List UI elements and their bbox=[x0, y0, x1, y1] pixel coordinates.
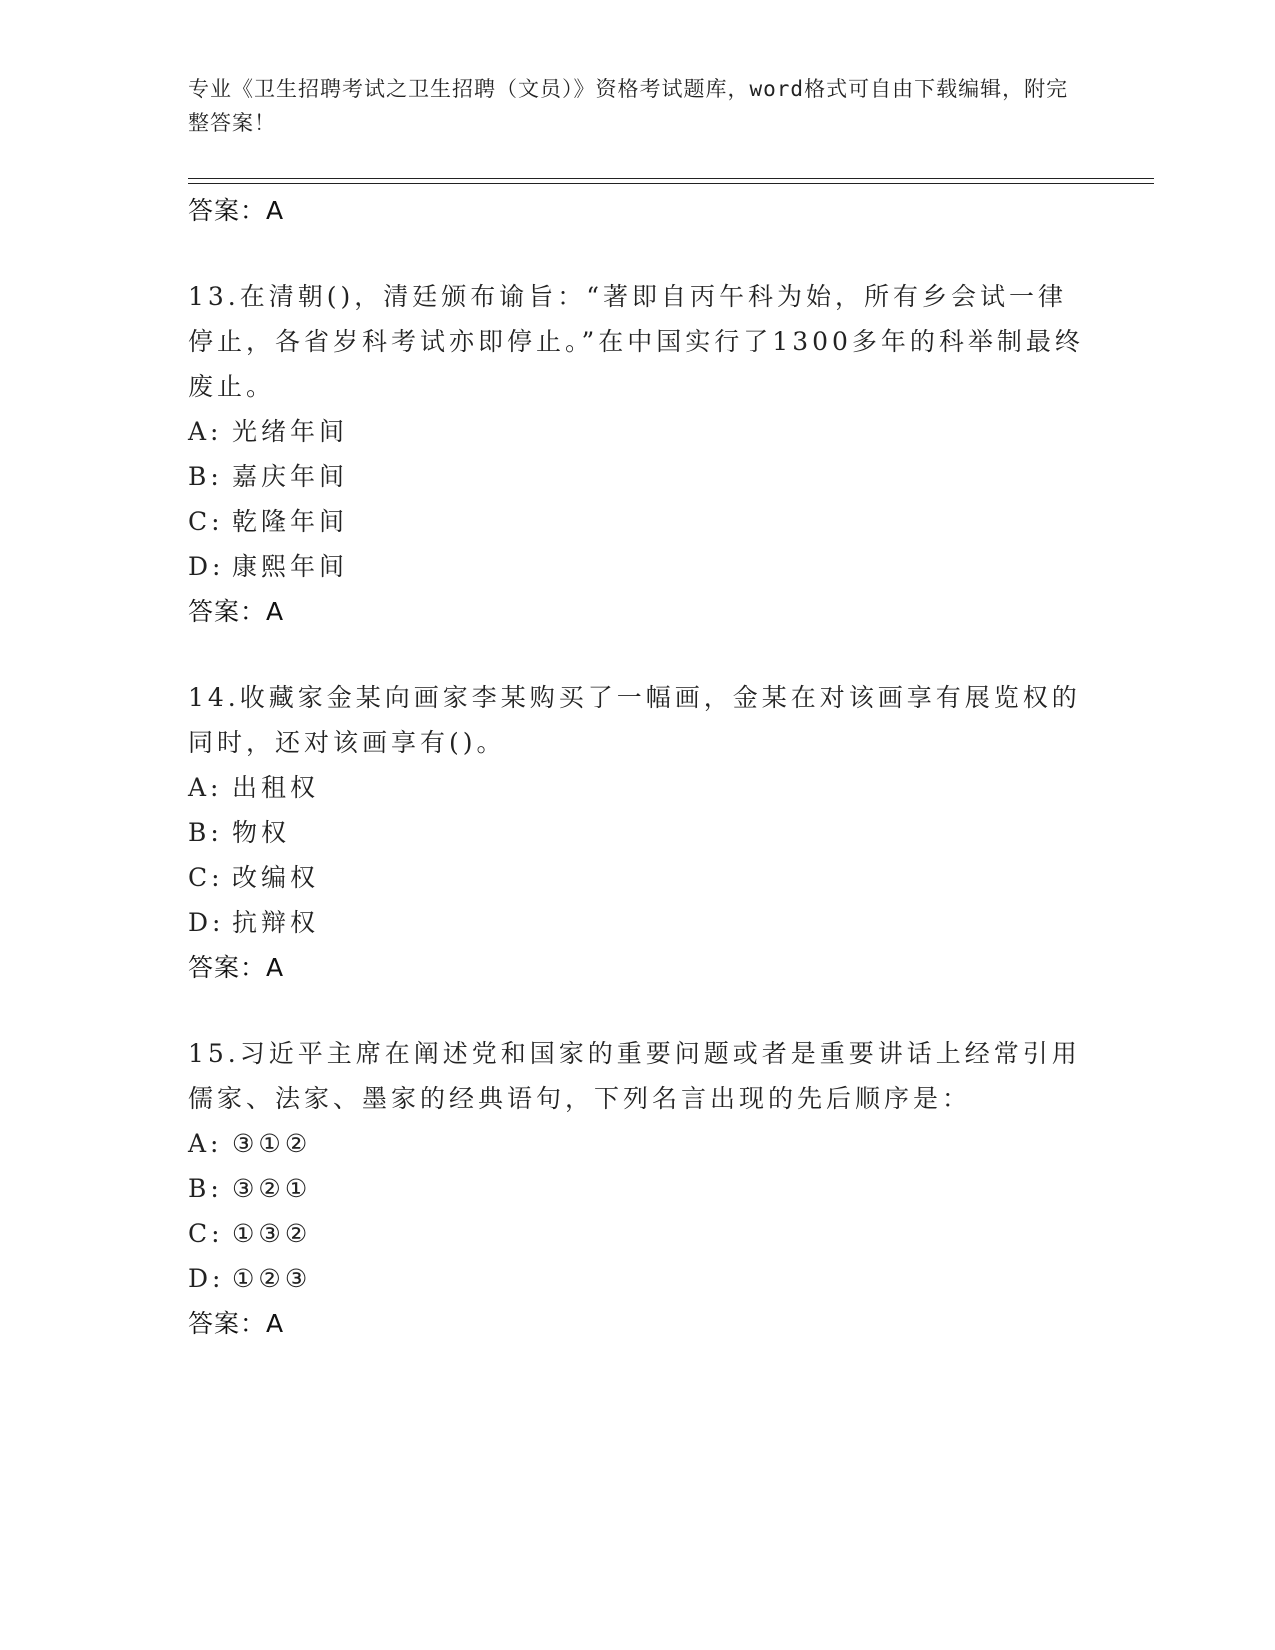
question-answer: 答案：A bbox=[188, 597, 285, 626]
option-text: ③②① bbox=[232, 1174, 312, 1203]
document-header: 专业《卫生招聘考试之卫生招聘（文员）》资格考试题库，word格式可自由下载编辑，附完整答案！ bbox=[188, 77, 1069, 135]
option-c bbox=[188, 855, 1088, 900]
option-text: 乾隆年间 bbox=[232, 507, 349, 536]
option-a bbox=[188, 1121, 1088, 1166]
option-key: B: bbox=[188, 462, 223, 491]
option-b bbox=[188, 810, 1088, 855]
option-key: C: bbox=[188, 1219, 224, 1248]
option-c bbox=[188, 499, 1088, 544]
option-d bbox=[188, 900, 1088, 945]
option-b bbox=[188, 454, 1088, 499]
option-text: 光绪年间 bbox=[232, 417, 349, 446]
option-key: B: bbox=[188, 1174, 223, 1203]
option-d bbox=[188, 1256, 1088, 1301]
option-text: ①②③ bbox=[232, 1264, 312, 1293]
option-key: D: bbox=[188, 552, 225, 581]
option-key: A: bbox=[188, 773, 223, 802]
option-key: D: bbox=[188, 908, 225, 937]
option-key: C: bbox=[188, 863, 224, 892]
question-13 bbox=[188, 274, 1088, 635]
option-key: B: bbox=[188, 818, 223, 847]
question-stem: 15.习近平主席在阐述党和国家的重要问题或者是重要讲话上经常引用儒家、法家、墨家的经典语句，下列名言出现的先后顺序是： bbox=[188, 1039, 1081, 1113]
header-divider bbox=[188, 178, 1154, 184]
option-text: ③①② bbox=[232, 1129, 312, 1158]
option-key: C: bbox=[188, 507, 224, 536]
option-text: 嘉庆年间 bbox=[232, 462, 349, 491]
question-15 bbox=[188, 1031, 1088, 1347]
option-key: A: bbox=[188, 1129, 223, 1158]
option-key: D: bbox=[188, 1264, 225, 1293]
previous-answer: 答案：A bbox=[188, 196, 285, 225]
option-text: 康熙年间 bbox=[232, 552, 349, 581]
option-text: 物权 bbox=[232, 818, 291, 847]
option-b bbox=[188, 1166, 1088, 1211]
question-stem: 13.在清朝()，清廷颁布谕旨：“著即自丙午科为始，所有乡会试一律停止，各省岁科考试亦即停止。”在中国实行了1300多年的科举制最终废止。 bbox=[188, 282, 1084, 401]
option-a bbox=[188, 765, 1088, 810]
document-body bbox=[188, 188, 1088, 1347]
option-text: 出租权 bbox=[232, 773, 320, 802]
question-answer: 答案：A bbox=[188, 953, 285, 982]
option-key: A: bbox=[188, 417, 223, 446]
option-text: ①③② bbox=[232, 1219, 312, 1248]
question-14 bbox=[188, 675, 1088, 991]
option-a bbox=[188, 409, 1088, 454]
question-answer: 答案：A bbox=[188, 1309, 285, 1338]
option-text: 抗辩权 bbox=[232, 908, 320, 937]
option-text: 改编权 bbox=[232, 863, 320, 892]
option-c bbox=[188, 1211, 1088, 1256]
option-d bbox=[188, 544, 1088, 589]
question-stem: 14.收藏家金某向画家李某购买了一幅画，金某在对该画享有展览权的同时，还对该画享有()。 bbox=[188, 683, 1081, 757]
